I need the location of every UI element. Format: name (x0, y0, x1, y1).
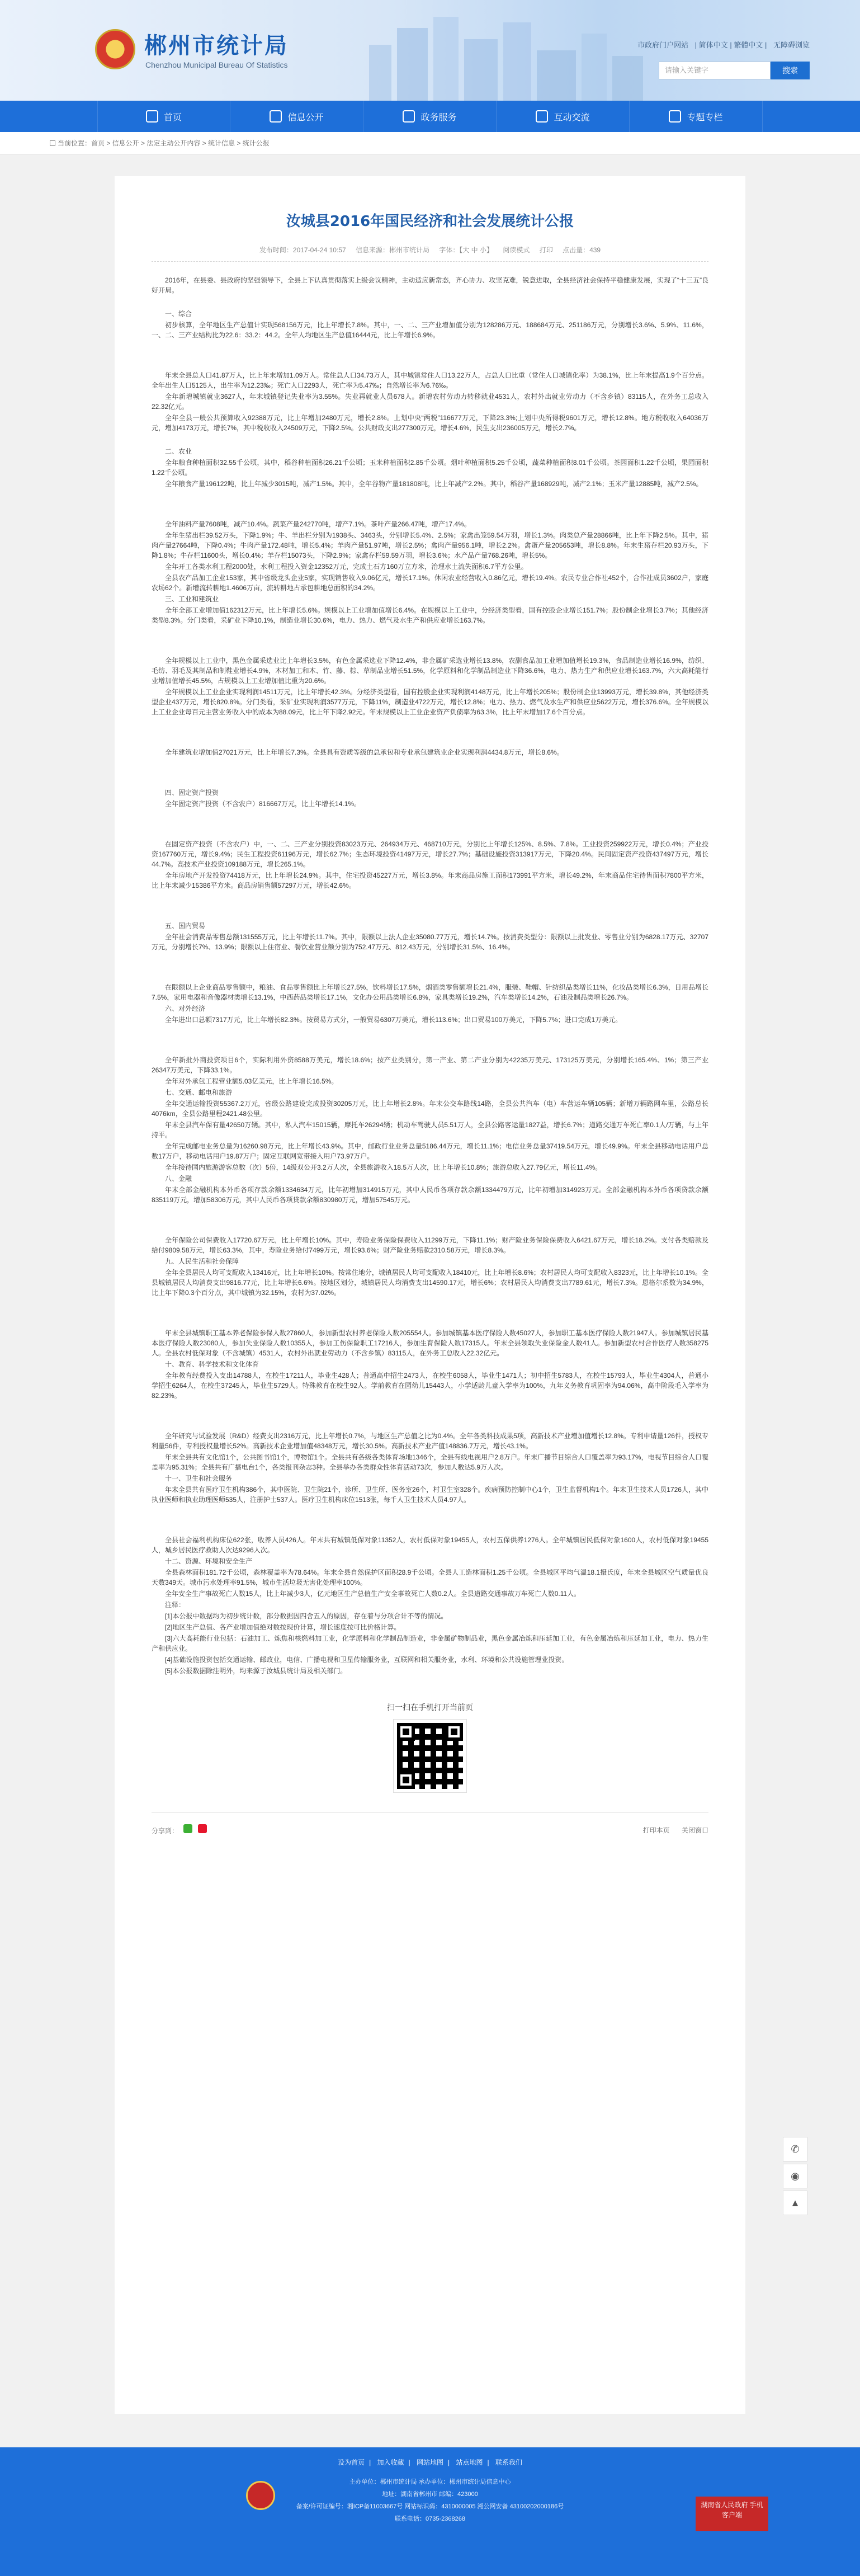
nav-special-topics[interactable] (630, 101, 763, 132)
footer-link[interactable]: 联系我们 (495, 2459, 522, 2466)
footer-line: 联系电话：0735-2368268 (395, 2516, 465, 2522)
article-paragraph: 全年安全生产事故死亡人数15人，比上年减少3人，亿元地区生产总值生产安全事故死亡人数0.2人。全县道路交通事故万车死亡人数0.11人。 (165, 1590, 581, 1598)
article-paragraph: [3]六大高耗能行业包括：石油加工、炼焦和核燃料加工业，化学原料和化学制品制造业，非金属矿物制品业，黑色金属冶炼和压延加工业，有色金属冶炼和压延加工业，电力、热力生产和供应业。 (152, 1635, 708, 1652)
article-paragraph: 全年建筑业增加值27021万元，比上年增长7.3%。全县具有资质等级的总承包和专业承包建筑业企业实现利润4434.8万元，增长8.6%。 (165, 748, 564, 756)
article-paragraph: 全县森林面积181.72千公顷，森林覆盖率为78.64%。年末全县自然保护区面积28.9千公顷。全县人工造林面积1.25千公顷。全县城区平均气温18.1摄氏度，年末全县城区空气质量优良天数349天。城市污水处理率91.5%，城市生活垃圾无害化处理率100%。 (152, 1569, 708, 1586)
footer-line: 备案/许可证编号：湘ICP备11003667号 网站标识码：4310000005 湘公网安备 43100202000186号 (296, 2503, 564, 2510)
qr-block (152, 1702, 708, 1792)
gov-app-badge[interactable]: 湖南省人民政府 手机客户端 (696, 2497, 768, 2531)
nav-label: 信息公开 (287, 112, 324, 123)
print-page-button[interactable]: 打印本页 (642, 1826, 670, 1834)
article-paragraph: 九、人民生活和社会保障 (165, 1258, 239, 1265)
view-count: 点击量：439 (563, 246, 601, 254)
portal-link[interactable]: 市政府门户网站 (637, 41, 689, 49)
column-icon (669, 110, 681, 123)
article-paragraph: 全年保险公司保费收入17720.67万元，比上年增长10%。其中，寿险业务保险保费收入11299万元，下降11.1%；财产险业务保险保费收入6421.67万元，增长18.2%。支付各类赔款及给付9809.58万元，增长63.3%，其中，寿险业务给付7499万元，增长93.6%；财产险业务赔款2310.58万元，增长8.3%。 (152, 1236, 708, 1254)
article-paragraph: 注释： (165, 1601, 186, 1609)
article-paragraph: 十、教育、科学技术和文化体育 (165, 1360, 259, 1368)
weibo-share-icon[interactable] (198, 1824, 207, 1833)
home-icon (146, 110, 158, 123)
chat-icon (536, 110, 548, 123)
article-paragraph: 全年新批外商投资项目6个，实际利用外资8588万美元，增长18.6%；按产业类别分，第一产业、第二产业分别为42235万美元、173125万美元，分别增长165.4%、1%；第三产业26347万美元，下降33.1%。 (152, 1056, 708, 1074)
article-paragraph: 全年房地产开发投资74418万元，比上年增长24.9%。其中，住宅投资45227万元，增长3.8%。年末商品房施工面积173991平方米，增长49.2%，年末商品住宅待售面积7800平方米，比上年末减少15386平方米。商品房销售额57297万元，增长42.6%。 (152, 872, 708, 889)
font-size-control[interactable]: 字体：【大 中 小】 (439, 246, 494, 254)
article-paragraph: 全年交通运输投资55367.2万元，省级公路建设完成投资30205万元，比上年增长2.8%。年末公交车路线14路，全县公共汽车（电）车营运车辆105辆；新增万辆路网车里，公路总长4076km，全县公路里程2421.48公里。 (152, 1100, 708, 1118)
article-paragraph: 全年固定资产投资（不含农户）816667万元，比上年增长14.1%。 (165, 800, 361, 808)
footer-link[interactable]: 站点地图 (456, 2459, 483, 2466)
qr-title: 扫一扫在手机打开当前页 (387, 1703, 473, 1712)
article-paragraph: 在固定资产投资（不含农户）中，一、二、三产业分别投资83023万元、264934万元、468710万元，分别比上年增长125%、8.5%、7.8%。工业投资259922万元，增长0.4%；产业投资167760万元，增长9.4%；民生工程投资61196万元，增长62.7%；生态环境投资41497万元，增长27.7%；基础设施投资313917万元，下降20.4%。民间固定资产投资437497万元，增长44.7%。高技术产业投资109188万元，增长265.1%。 (152, 840, 708, 868)
close-window-button[interactable]: 关闭窗口 (681, 1826, 708, 1834)
footer-line: 地址：湖南省郴州市 邮编：423000 (382, 2491, 478, 2498)
weibo-icon[interactable]: ◉ (783, 2164, 807, 2188)
article-paragraph: 十一、卫生和社会服务 (165, 1475, 233, 1482)
article-paragraph: 全年新增城镇就业3627人，年末城镇登记失业率为3.55%。失业再就业人员678人。新增农村劳动力转移就业4531人，农村外出就业劳动力（不含乡镇）83115人，在外务工总收入22.32亿元。 (152, 393, 708, 411)
footer-link[interactable]: 加入收藏 (377, 2459, 404, 2466)
nav-label: 互动交流 (554, 112, 590, 123)
article-paragraph: 年末全县汽车保有量42650万辆。其中，私人汽车15015辆，摩托车26294辆；机动车驾驶人员5.51万人，全县公路客运量1827益，增长6.7%；道路交通万车死亡率0.1人/万辆，与上年持平。 (152, 1121, 708, 1139)
article-paragraph: 全年开工各类水利工程2000处，水利工程投入资金12352万元，完成土石方160万立方米，治理水土流失面积6.7平方公里。 (165, 563, 528, 571)
article-paragraph: 全县农产品加工企业153家，其中省级龙头企业5家，实现销售收入9.06亿元，增长17.1%。休闲农业经营收入0.86亿元，增长19.4%。农民专业合作社452个，合作社成员3602户，家庭农场62个。新增流转耕地1.4606万亩，流转耕地占承包耕地总面积的34.2%。 (152, 574, 708, 592)
language-switch[interactable]: | 简体中文 | 繁體中文 | (694, 41, 767, 49)
info-source: 信息来源：郴州市统计局 (355, 246, 429, 254)
article-paragraph: 七、交通、邮电和旅游 (165, 1089, 233, 1096)
article-paragraph: 全年进出口总额7317万元，比上年增长82.3%。按贸易方式分，一般贸易6307万美元，增长113.6%；出口贸易100万美元，下降5.7%；进口完成1万美元。 (165, 1016, 622, 1024)
site-subtitle: Chenzhou Municipal Bureau Of Statistics (145, 60, 288, 69)
top-links (633, 39, 810, 50)
document-icon (270, 110, 282, 123)
wechat-icon[interactable]: ✆ (783, 2137, 807, 2161)
nav-home[interactable] (97, 101, 230, 132)
service-icon (403, 110, 415, 123)
share-row (152, 1812, 708, 1835)
back-to-top-icon[interactable]: ▲ (783, 2191, 807, 2215)
article-paragraph: [5]本公报数据除注明外，均来源于汝城县统计局及相关部门。 (165, 1667, 347, 1675)
article-paragraph: 五、国内贸易 (165, 922, 206, 930)
share-group (152, 1824, 207, 1835)
qr-finder (397, 1771, 415, 1789)
article-paragraph: 2016年，在县委、县政府的坚强领导下，全县上下认真贯彻落实上级会议精神，主动适应新常态，齐心协力、攻坚克难，锐意进取，全县经济社会保持平稳健康发展，实现了“十三五”良好开局。 (152, 276, 708, 294)
article-paragraph: 年末全县共有医疗卫生机构386个，其中医院、卫生院21个，诊所、卫生所、医务室26个，村卫生室328个。疾病预防控制中心1个，卫生监督机构1个。年末卫生技术人员1726人，其中执业医师和执业助理医师535人，注册护士537人。医疗卫生机构床位1513张，每千人卫生技术人员4.97人。 (152, 1486, 708, 1504)
national-emblem-icon[interactable]: ★ (95, 29, 135, 69)
article-container (115, 176, 745, 2414)
article-meta (152, 245, 708, 262)
article-paragraph: 全年规模以上工业企业实现利润14511万元，比上年增长42.3%。分经济类型看，国有控股企业实现利润4148万元，比上年增长205%；股份制企业13993万元，增长39.8%，其他经济类型企业437万元，增长820.8%。分门类看，采矿业实现利润3577万元，下降11%，制造业4722万元，增长12.8%；电力、热力、燃气及水生产和供应业5622万元，增长376.6%。全年规模以上工业企业每百元主营业务收入中的成本为88.09元，比上年下降2.92元。年末规模以上工业企业资产负债率为63.3%，比上年末增加17.6个百分点。 (152, 688, 708, 716)
nav-interaction[interactable] (497, 101, 630, 132)
article-paragraph: 全年全县居民人均可支配收入13416元，比上年增长10%。按常住地分，城镇居民人均可支配收入18410元，比上年增长8.6%；农村居民人均可支配收入8323元，比上年增长10.1%。全县城镇居民人均消费支出9816.77元，比上年增长6.6%。按地区划分，城镇居民人均消费支出14590.17元，增长6%；农村居民人均消费支出7789.61元，增长7.3%。恩格尔系数为34.9%，比上年下降0.3个百分点，其中城镇为32.15%，农村为37.02%。 (152, 1269, 708, 1297)
article-paragraph: 全年完成邮电业务总量为16260.98万元，比上年增长43.9%。其中，邮政行业业务总量5186.44万元，增长11.1%；电信业务总量37419.54万元，增长49.9%。年末全县移动电话用户总数17万户，移动电话用户19.87万户；固定互联网宽带接入用户73.97万户。 (152, 1142, 708, 1160)
publish-date: 发布时间：2017-04-24 10:57 (259, 246, 346, 254)
article-paragraph: 八、金融 (165, 1175, 192, 1183)
print-button[interactable]: 打印 (539, 246, 553, 254)
footer-links: 设为首页 | 加入收藏 | 网站地图 | 站点地图 | 联系我们 (338, 2459, 522, 2466)
nav-label: 专题专栏 (687, 112, 723, 123)
article-paragraph: 全年研究与试验发展（R&D）经费支出2316万元，比上年增长0.7%，与地区生产总值之比为0.4%。全年各类科技成果5项，高新技术产业增加值增长12.8%。专利申请量126件，授权专利量56件，专利授权量增长52%。高新技术企业增加值48348万元，增长30.5%。高新技术产业产值148836.7万元，增长43.1%。 (152, 1432, 708, 1450)
site-header (0, 0, 860, 101)
article-paragraph: 三、工业和建筑业 (165, 595, 219, 603)
breadcrumb[interactable] (50, 132, 810, 154)
main-nav (0, 101, 860, 132)
article-paragraph: [2]地区生产总值、各产业增加值绝对数按现价计算，增长速度按可比价格计算。 (165, 1623, 401, 1631)
search-input[interactable]: 请输入关键字 (659, 62, 771, 79)
article-paragraph: 全年粮食产量196122吨，比上年减少3015吨，减产1.5%。其中，全年谷物产量181808吨，比上年减产2.2%。其中，稻谷产量168929吨，减产2.1%；玉米产量12885吨，减产2.5%。 (165, 480, 703, 488)
side-toolbar (783, 2137, 807, 2217)
breadcrumb-bar (0, 132, 860, 155)
article-paragraph: 六、对外经济 (165, 1005, 206, 1012)
nav-gov-service[interactable] (363, 101, 497, 132)
section-heading: 一、综合 (165, 310, 192, 318)
qr-code-icon (394, 1720, 466, 1792)
article-paragraph: 全年规模以上工业中，黑色金属采选业比上年增长3.5%，有色金属采选业下降12.4%，非金属矿采选业增长13.8%，农副食品加工业增加值增长19.3%，食品制造业增长16.9%，纺织、毛纺、羽毛及其制品和制鞋业增长4.9%，木材加工和木、竹、藤、棕、草制品业增长51.5%，化学原料和化学制品制造业下降36.6%，电力、热力生产和供应业增长163.7%，六大高耗能行业增加值增长45.5%，占规模以上工业增加值比重为20.6%。 (152, 657, 708, 685)
wechat-share-icon[interactable] (183, 1824, 192, 1833)
article-paragraph: 年末全县总人口41.87万人，比上年末增加1.09万人。常住总人口34.73万人，其中城镇常住人口13.22万人，占总人口比重（常住人口城镇化率）为38.1%，比上年末提高1.9个百分点。全年出生人口5125人，出生率为12.23‰；死亡人口2293人，死亡率为5.47‰；自然增长率为6.76‰。 (152, 371, 708, 389)
reader-mode-button[interactable]: 阅读模式 (503, 246, 530, 254)
article-paragraph: 全年生猪出栏39.52万头，下降1.9%；牛、羊出栏分别为1938头、3463头，分别增长5.4%、2.5%；家禽出笼59.54万羽，增长1.3%。肉类总产量28866吨，比上年下降2.5%。其中，猪肉产量27664吨，下降0.4%；牛肉产量172.48吨，增长5.4%；羊肉产量51.97吨，增长2.5%；禽肉产量956.1吨，增长2.2%。禽蛋产量205653吨，增长8.8%。年末生猪存栏20.93万头，下降1.8%；牛存栏11600头，增长0.4%；羊存栏15073头，下降2.9%；家禽存栏59.59万羽，增长3.6%；水产品产量768.26吨，增长5%。 (152, 531, 708, 559)
article-paragraph: 全年全县一般公共预算收入92388万元，比上年增加2480万元，增长2.8%。上划中央“两税”116677万元，下降23.3%;上划中央所得税9601万元，增长12.8%。地方税收收入64036万元，增加4173万元，增长7%，其中税收收入24509万元，下降2.5%。公共财政支出277300万元，增长4.6%，民生支出236005万元，增长2.7%。 (152, 414, 708, 432)
nav-label: 政务服务 (420, 112, 457, 123)
article-paragraph: 全年接待国内旅游游客总数（次）5倍，14级双公开3.2万人次，全县旅游收入18.5万人次，比上年增长10.8%；旅游总收入27.79亿元，增长11.4%。 (165, 1164, 602, 1171)
nav-label: 首页 (163, 112, 182, 123)
qr-finder (397, 1723, 415, 1741)
site-title[interactable]: 郴州市统计局 (144, 33, 289, 59)
article-paragraph: 全年对外承包工程营业额5.03亿美元，比上年增长16.5%。 (165, 1077, 338, 1085)
footer-link[interactable]: 网站地图 (416, 2459, 443, 2466)
breadcrumb-text[interactable]: 当前位置：首页 > 信息公开 > 法定主动公开内容 > 统计信息 > 统计公报 (58, 139, 270, 147)
article-paragraph: 十二、资源、环境和安全生产 (165, 1557, 253, 1565)
article-body (152, 275, 708, 1676)
article-paragraph: 年末全县城镇职工基本养老保险参保人数27860人，参加新型农村养老保险人数205554人。参加城镇基本医疗保险人数45027人，参加职工基本医疗保险人数21947人。参加城镇居民基本医疗保险人数23080人，参加失业保险人数10355人，参加工伤保险职工17216人，参加生育保险人数17315人。年末全县领取失业保险金人数41人。参加新型农村合作医疗人数358275人。全县农村低保对象（不含城镇）4531人，农村外出就业劳动力（不含乡镇）83115人，在外务工总收入22.32亿元。 (152, 1329, 708, 1357)
footer-line: 主办单位：郴州市统计局 承办单位：郴州市统计局信息中心 (349, 2479, 511, 2485)
location-icon (50, 140, 55, 146)
article-paragraph: 年末全部金融机构本外币各项存款余额1334634万元，比年初增加314915万元，其中人民币各项存款余额1334479万元，比年初增加314923万元。全部金融机构本外币各项贷款余额835119万元，增加58306万元，其中人民币各项贷款余额830980万元，增加57545万元。 (152, 1186, 708, 1204)
accessibility-link[interactable]: 无障碍浏览 (773, 41, 810, 49)
article-paragraph: 四、固定资产投资 (165, 789, 219, 797)
article-paragraph: 在限额以上企业商品零售额中，粮油、食品零售额比上年增长27.5%，饮料增长17.5%，烟酒类零售额增长21.4%，服装、鞋帽、针纺织品类增长11%，化妆品类增长6.3%，日用品增长7.5%，家用电器和音像器材类增长13.1%，中西药品类增长17.1%，文化办公用品类增长6.8%，家具类增长19.2%，汽车类增长14.2%，石油及制品类增长26.7%。 (152, 983, 708, 1001)
footer-link[interactable]: 设为首页 (338, 2459, 365, 2466)
article-title: 汝城县2016年国民经济和社会发展统计公报 (286, 213, 574, 230)
share-label: 分享到： (152, 1827, 179, 1835)
site-footer (0, 2447, 860, 2576)
article-paragraph: 全年全部工业增加值162312万元，比上年增长5.6%。规模以上工业增加值增长6.4%。在规模以上工业中，分经济类型看，国有控股企业增长151.7%；股份制企业增长3.7%；其他经济类型8.3%。分门类看，采矿业下降10.1%，制造业增长30.6%，电力、热力、燃气及水生产和供应业增长163.7%。 (152, 606, 708, 624)
article-actions (633, 1825, 708, 1835)
article-paragraph: 全年社会消费品零售总额131555万元，比上年增长11.7%。其中，限额以上法人企业35080.77万元，增长14.7%。按消费类型分：限额以上批发业、零售业分别为6828.17万元、32707万元，分别增长7%、13.9%；限额以上住宿业、餐饮业营业额分别为752.47万元、812.43万元，分别增长31.5%、16.4%。 (152, 933, 708, 951)
article-paragraph: [4]基础设施投资包括交通运输、邮政业，电信、广播电视和卫星传输服务业，互联网和相关服务业，水利、环境和公共设施管理业投资。 (165, 1656, 569, 1664)
article-paragraph: 全年油料产量7608吨，减产10.4%。蔬菜产量242770吨，增产7.1%。茶叶产量266.47吨，增产17.4%。 (165, 520, 471, 528)
section-heading: 二、农业 (165, 448, 192, 455)
nav-info-disclosure[interactable] (230, 101, 363, 132)
article-paragraph: 全年粮食种植面积32.55千公顷，其中，稻谷种植面积26.21千公顷；玉米种植面积2.85千公顷。烟叶种植面积5.25千公顷，蔬菜种植面积8.01千公顷。茶园面积1.22千公顷，果园面积1.22千公顷。 (152, 459, 708, 477)
article-paragraph: 年末全县共有文化馆1个，公共图书馆1个，博物馆1个。全县共有各级各类体育场地1346个，全县有线电视用户2.8万户。年末广播节目综合人口覆盖率为93.17%，电视节目综合人口覆盖率为95.31%；全县共有广播电台1个，各类报刊杂志3种。全县举办各类群众性体育活动73次，参加人数达5.9万人次。 (152, 1453, 708, 1471)
article-paragraph: 全年教育经费投入支出14788人，在校生17211人，毕业生428人；普通高中招生2473人，在校生6058人，毕业生1471人；初中招生5783人，在校生15793人，毕业生4304人，普通小学招生6264人，在校生37245人，毕业生5729人。特殊教育在校生92人。学前教育在园幼儿15443人，小学适龄儿童入学率为100%，九年义务教育巩固率为94.06%，高中阶段毛入学率为82.23%。 (152, 1372, 708, 1400)
article-paragraph: 全县社会福利机构床位622张，收养人员426人。年末共有城镇低保对象11352人，农村低保对象19455人，农村五保供养1276人。全年城镇居民低保对象1600人，农村低保对象19455人，城乡居民医疗救助人次达9296人次。 (152, 1536, 708, 1554)
city-skyline-decoration (358, 11, 649, 101)
qr-finder (445, 1723, 463, 1741)
search-button[interactable]: 搜索 (771, 62, 810, 79)
article-paragraph: [1]本公报中数据均为初步统计数，部分数据因四舍五入的原因，存在着与分项合计不等的情况。 (165, 1612, 448, 1620)
article-paragraph: 初步核算，全年地区生产总值计实现568156万元，比上年增长7.8%。其中，一、二、三产业增加值分别为128286万元、188684万元、251186万元，分别增长3.6%、5.9%、11.6%，一、二、三产业结构比为22.6：33.2：44.2。全年人均地区生产总值16444元，比上年增长6.9%。 (152, 321, 708, 339)
